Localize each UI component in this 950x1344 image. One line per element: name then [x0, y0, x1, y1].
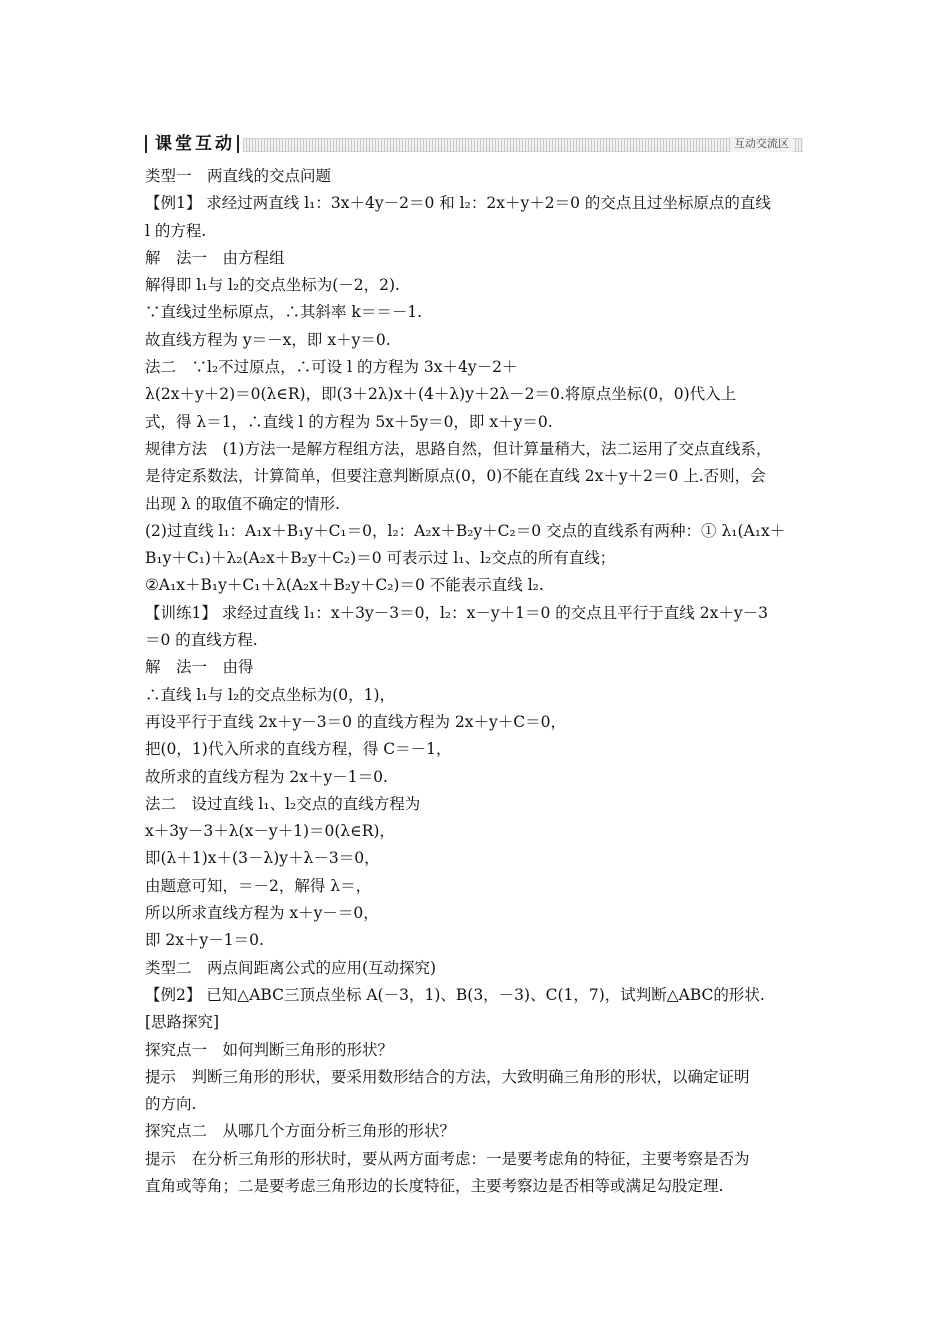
- rule-method-line: 出现 λ 的取值不确定的情形.: [145, 494, 341, 513]
- header-pattern-band: [243, 138, 803, 152]
- solution-line: 即(λ＋1)x＋(3－λ)y＋λ－3＝0，: [145, 849, 380, 868]
- solution-line: 式，得 λ＝1，∴直线 l 的方程为 5x＋5y＝0，即 x＋y＝0.: [145, 412, 553, 431]
- heading-type-one: 类型一 两直线的交点问题: [145, 167, 332, 185]
- heading-type-two: 类型二 两点间距离公式的应用(互动探究): [145, 958, 437, 977]
- rule-method-line: (2)过直线 l₁：A₁x＋B₁y＋C₁＝0，l₂：A₂x＋B₂y＋C₂＝0 交点的直线系有两种：① λ₁(A₁x＋: [145, 521, 786, 540]
- solution-line: 所以所求直线方程为 x＋y－＝0，: [145, 904, 379, 923]
- header-right-bar: [237, 135, 239, 153]
- example-2-line: 【例2】 已知△ABC三顶点坐标 A(－3，1)、B(3，－3)、C(1，7)，试判断△ABC的形状.: [145, 985, 765, 1004]
- rule-method-line: ②A₁x＋B₁y＋C₁＋λ(A₂x＋B₂y＋C₂)＝0 不能表示直线 l₂.: [145, 576, 544, 595]
- solution-line: 由题意可知，＝－2，解得 λ＝，: [145, 876, 372, 895]
- hint-line: 直角或等角；二是要考虑三角形边的长度特征，主要考察边是否相等或满足勾股定理.: [145, 1176, 724, 1195]
- solution-line: 解得即 l₁与 l₂的交点坐标为(－2，2).: [145, 276, 400, 295]
- solution-line: x＋3y－3＋λ(x－y＋1)＝0(λ∈R)，: [145, 822, 395, 841]
- explore-point-2: 探究点二 从哪几个方面分析三角形的形状？: [145, 1122, 456, 1141]
- explore-point-1: 探究点一 如何判断三角形的形状？: [145, 1040, 394, 1059]
- solution-method-2: 法二 ∵l₂不过原点，∴可设 l 的方程为 3x＋4y－2＋: [145, 358, 518, 377]
- rule-method-line: 是待定系数法，计算简单，但要注意判断原点(0，0)不能在直线 2x＋y＋2＝0 上.否则，会: [145, 467, 766, 486]
- training-1-line-1: 【训练1】 求经过直线 l₁：x＋3y－3＝0，l₂：x－y＋1＝0 的交点且平行于直线 2x＋y－3: [145, 603, 768, 622]
- thinking-explore-label: [思路探究]: [145, 1013, 220, 1032]
- example-1-line-1: 【例1】 求经过两直线 l₁：3x＋4y－2＝0 和 l₂：2x＋y＋2＝0 的交点且过坐标原点的直线: [145, 194, 771, 213]
- hint-line: 的方向.: [145, 1095, 197, 1114]
- example-1-line-2: l 的方程.: [145, 221, 207, 240]
- rule-method-line: B₁y＋C₁)＋λ₂(A₂x＋B₂y＋C₂)＝0 可表示过 l₁、l₂交点的所有直线；: [145, 549, 616, 568]
- hint-line: 提示 在分析三角形的形状时，要从两方面考虑：一是要考虑角的特征，主要考察是否为: [145, 1149, 750, 1168]
- solution-line: ∴直线 l₁与 l₂的交点坐标为(0，1)，: [145, 685, 396, 704]
- solution-line: 即 2x＋y－1＝0.: [145, 931, 264, 950]
- solution-line: λ(2x＋y＋2)＝0(λ∈R)，即(3＋2λ)x＋(4＋λ)y＋2λ－2＝0.将原点坐标(0，0)代入上: [145, 385, 737, 404]
- training-1-line-2: ＝0 的直线方程.: [145, 631, 258, 650]
- section-header: [145, 133, 805, 155]
- training-solution-method-2: 法二 设过直线 l₁、l₂交点的直线方程为: [145, 794, 421, 813]
- solution-line: 把(0，1)代入所求的直线方程，得 C＝－1，: [145, 740, 452, 759]
- solution-line: 故直线方程为 y＝－x，即 x＋y＝0.: [145, 330, 391, 349]
- solution-line: 故所求的直线方程为 2x＋y－1＝0.: [145, 767, 388, 786]
- solution-method-1: 解 法一 由方程组: [145, 248, 285, 267]
- section-title: 课堂互动: [155, 134, 235, 154]
- section-tag: 互动交流区: [730, 136, 793, 152]
- hint-line: 提示 判断三角形的形状，要采用数形结合的方法，大致明确三角形的形状，以确定证明: [145, 1067, 750, 1086]
- document-body: [145, 163, 813, 1200]
- solution-line: ∵直线过坐标原点，∴其斜率 k＝＝－1.: [145, 303, 423, 322]
- solution-line: 再设平行于直线 2x＋y－3＝0 的直线方程为 2x＋y＋C＝0，: [145, 712, 566, 731]
- header-left-bar: [145, 135, 147, 153]
- training-solution-method-1: 解 法一 由得: [145, 658, 254, 677]
- rule-method-line: 规律方法 (1)方法一是解方程组方法，思路自然，但计算量稍大，法二运用了交点直线系，: [145, 439, 772, 458]
